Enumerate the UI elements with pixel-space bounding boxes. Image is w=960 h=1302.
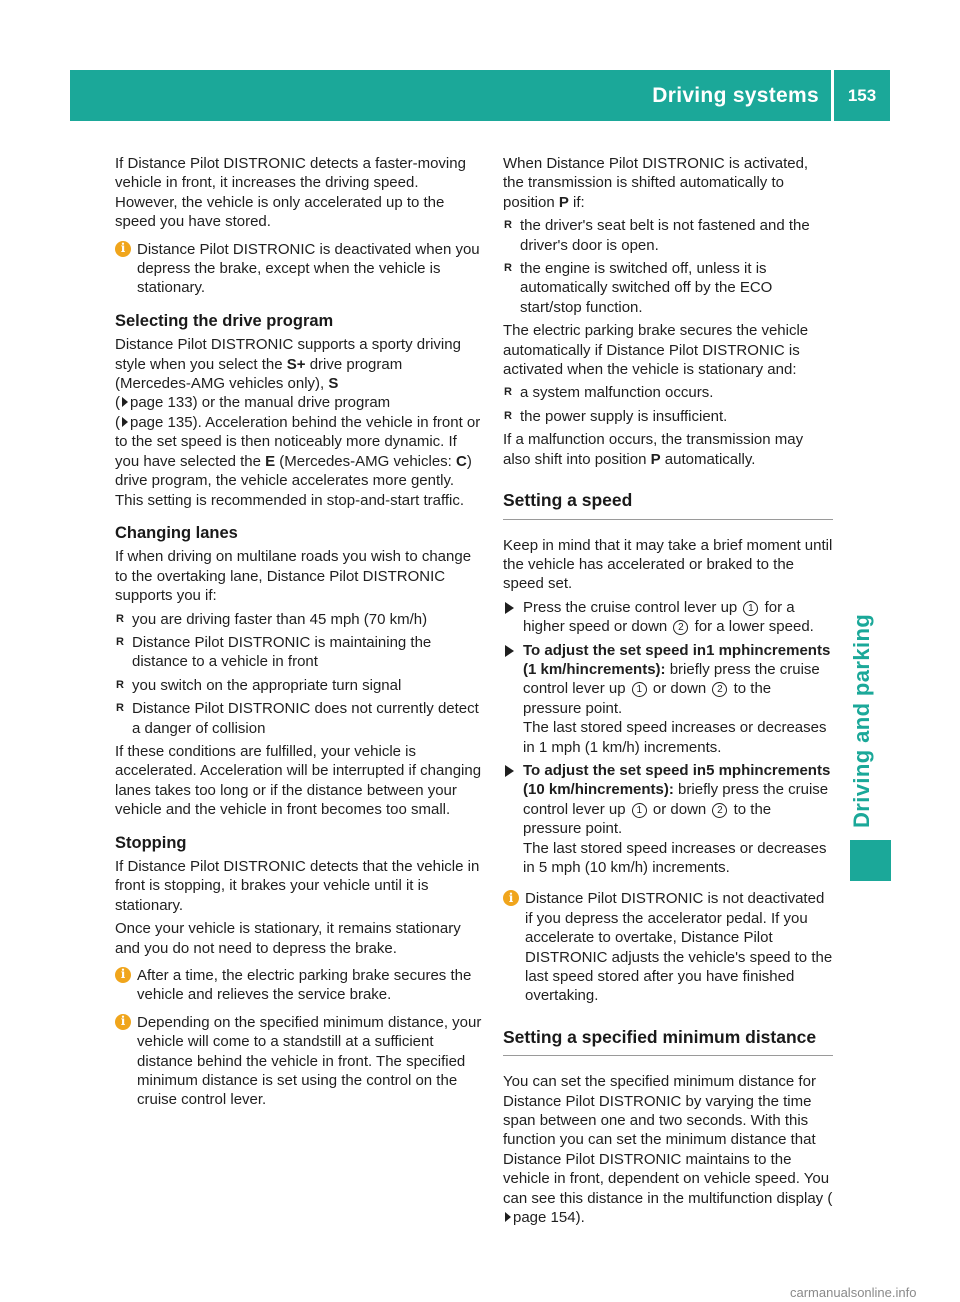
paragraph: If a malfunction occurs, the transmission may also shift into position P automatically. — [503, 431, 804, 468]
info-icon: i — [115, 1014, 131, 1030]
heading-min-distance: Setting a specified minimum distance — [503, 1028, 833, 1056]
marker-1-icon: 1 — [743, 601, 758, 616]
heading-setting-speed: Setting a speed — [503, 491, 833, 519]
info-note: i After a time, the electric parking brake secures the vehicle and relieves the service brake. — [115, 966, 482, 1005]
page-ref-arrow-icon — [122, 417, 128, 427]
step-arrow-icon — [505, 602, 514, 614]
step-item: Press the cruise control lever up 1 for a higher speed or down 2 for a lower speed. — [503, 598, 833, 637]
paragraph: When Distance Pilot DISTRONIC is activated, the transmission is shifted automatically to position P if: — [503, 155, 809, 211]
info-icon: i — [115, 967, 131, 983]
paragraph: If Distance Pilot DISTRONIC detects a faster-moving vehicle in front, it increases the driving speed. However, the vehicle is only accelerated up to the speed you have stored. — [115, 155, 466, 231]
section-header — [70, 70, 831, 121]
section-title: Driving systems — [652, 83, 819, 107]
page-ref-arrow-icon — [122, 397, 128, 407]
page-ref-link[interactable]: page 135 — [130, 413, 193, 431]
paragraph-drive-program: Distance Pilot DISTRONIC supports a sporty driving style when you select the S+ drive program (Mercedes-AMG vehicles only), S ( page 133) or the manual drive program ( page 135). Acceleration behind the vehicle in front or to the set speed is then noticeably more dynamic. If you have selected the E (Mercedes-AMG vehicles: C) drive program, the vehicle accelerates more gently. This setting is recommended in stop-and-start traffic. — [115, 336, 481, 509]
paragraph: If Distance Pilot DISTRONIC detects that the vehicle in front is stopping, it brakes your vehicle until it is stationary. — [115, 858, 480, 914]
side-tab-label: Driving and parking — [849, 613, 874, 828]
paragraph: Once your vehicle is stationary, it remains stationary and you do not need to depress the brake. — [115, 920, 461, 957]
step-item: To adjust the set speed in1 mphincrements (1 km/hincrements): briefly press the cruise control lever up 1 or down 2 to the pressure point. The last stored speed increases or decreases in 1 mph (1 km/h) increments. — [503, 641, 833, 757]
list-item: R you are driving faster than 45 mph (70 km/h) — [115, 610, 482, 629]
info-note: i Distance Pilot DISTRONIC is not deactivated if you depress the accelerator pedal. If you accelerate to overtake, Distance Pilot DISTRONIC adjusts the vehicle's speed to the last speed stored after you have finished overtaking. — [503, 889, 833, 1005]
watermark: carmanualsonline.info — [790, 1285, 917, 1300]
list-item: R the power supply is insufficient. — [503, 407, 833, 426]
list-item: R Distance Pilot DISTRONIC is maintaining the distance to a vehicle in front — [115, 633, 482, 672]
right-column — [503, 154, 833, 1228]
info-icon: i — [115, 241, 131, 257]
heading-stopping: Stopping — [115, 833, 187, 852]
page-number: 153 — [834, 70, 890, 121]
marker-1-icon: 1 — [632, 803, 647, 818]
list-item: R you switch on the appropriate turn signal — [115, 676, 482, 695]
paragraph: Keep in mind that it may take a brief moment until the vehicle has accelerated or braked to the speed set. — [503, 536, 833, 593]
side-tab-marker — [850, 840, 891, 881]
paragraph: If these conditions are fulfilled, your vehicle is accelerated. Acceleration will be interrupted if changing lanes takes too long or if the distance between your vehicle and the vehicle in front becomes too small. — [115, 742, 482, 819]
marker-2-icon: 2 — [712, 803, 727, 818]
paragraph: You can set the specified minimum distance for Distance Pilot DISTRONIC by varying the time span between one and two seconds. With this function you can set the minimum distance that Distance Pilot DISTRONIC maintains to the vehicle in front, dependent on vehicle speed. You can see this distance in the multifunction display (page 154). — [503, 1073, 833, 1227]
list-item: R the engine is switched off, unless it is automatically switched off by the ECO start/stop function. — [503, 259, 833, 317]
heading-changing-lanes: Changing lanes — [115, 523, 238, 542]
paragraph: If when driving on multilane roads you wish to change to the overtaking lane, Distance Pilot DISTRONIC supports you if: — [115, 548, 472, 605]
page-ref-arrow-icon — [505, 1212, 511, 1222]
side-tab — [844, 128, 880, 828]
left-column — [115, 154, 482, 1110]
paragraph: The electric parking brake secures the vehicle automatically if Distance Pilot DISTRONIC is activated when the vehicle is stationary and: — [503, 322, 809, 379]
info-note: i Depending on the specified minimum distance, your vehicle will come to a standstill at a sufficient distance behind the vehicle in front. The specified minimum distance is set using the control on the cruise control lever. — [115, 1013, 482, 1110]
list-item: R Distance Pilot DISTRONIC does not currently detect a danger of collision — [115, 699, 482, 738]
step-item: To adjust the set speed in5 mphincrements (10 km/hincrements): briefly press the cruise control lever up 1 or down 2 to the pressure point. The last stored speed increases or decreases in 5 mph (10 km/h) increments. — [503, 761, 833, 877]
step-arrow-icon — [505, 645, 514, 657]
marker-2-icon: 2 — [712, 682, 727, 697]
info-note: i Distance Pilot DISTRONIC is deactivated when you depress the brake, except when the vehicle is stationary. — [115, 240, 482, 298]
marker-2-icon: 2 — [673, 620, 688, 635]
marker-1-icon: 1 — [632, 682, 647, 697]
page-ref-link[interactable]: page 133 — [130, 394, 193, 412]
list-item: R a system malfunction occurs. — [503, 383, 833, 402]
page-ref-link[interactable]: page 154 — [513, 1209, 576, 1227]
heading-drive-program: Selecting the drive program — [115, 311, 334, 330]
step-arrow-icon — [505, 765, 514, 777]
list-item: R the driver's seat belt is not fastened and the driver's door is open. — [503, 216, 833, 255]
info-icon: i — [503, 890, 519, 906]
